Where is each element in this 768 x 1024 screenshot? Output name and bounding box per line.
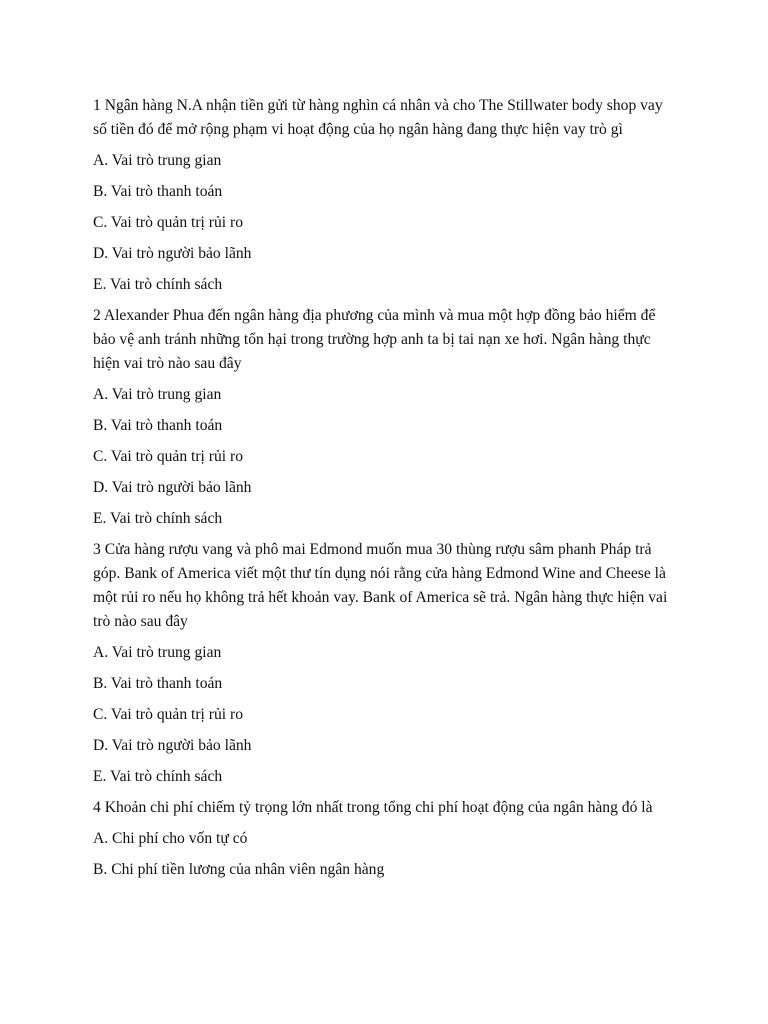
option-b: B. Vai trò thanh toán xyxy=(93,675,223,692)
question-text: 4 Khoản chi phí chiếm tỷ trọng lớn nhất trong tổng chi phí hoạt động của ngân hàng đó là xyxy=(93,799,653,816)
option-d: D. Vai trò người bảo lãnh xyxy=(93,245,252,262)
option-b: B. Chi phí tiền lương của nhân viên ngân hàng xyxy=(93,861,385,878)
option-b: B. Vai trò thanh toán xyxy=(93,183,223,200)
option-a: A. Vai trò trung gian xyxy=(93,152,222,169)
option-e: E. Vai trò chính sách xyxy=(93,276,223,293)
question-1 xyxy=(93,94,673,297)
option-a: A. Vai trò trung gian xyxy=(93,386,222,403)
question-3 xyxy=(93,538,673,789)
option-b: B. Vai trò thanh toán xyxy=(93,417,223,434)
option-e: E. Vai trò chính sách xyxy=(93,510,223,527)
option-d: D. Vai trò người bảo lãnh xyxy=(93,479,252,496)
option-a: A. Vai trò trung gian xyxy=(93,644,222,661)
question-4 xyxy=(93,796,673,882)
option-c: C. Vai trò quản trị rủi ro xyxy=(93,706,243,723)
option-e: E. Vai trò chính sách xyxy=(93,768,223,785)
question-2 xyxy=(93,304,673,531)
document-page xyxy=(93,94,673,889)
question-text: 1 Ngân hàng N.A nhận tiền gửi từ hàng nghìn cá nhân và cho The Stillwater body shop vay số tiền đó để mở rộng phạm vi hoạt động của họ ngân hàng đang thực hiện vay trò gì xyxy=(93,97,663,138)
question-text: 3 Cửa hàng rượu vang và phô mai Edmond muốn mua 30 thùng rượu sâm phanh Pháp trả góp. Bank of America viết một thư tín dụng nói rằng cửa hàng Edmond Wine and Cheese là một rủi ro nếu họ không trả hết khoản vay. Bank of America sẽ trả. Ngân hàng thực hiện vai trò nào sau đây xyxy=(93,541,668,630)
question-text: 2 Alexander Phua đến ngân hàng địa phương của mình và mua một hợp đồng bảo hiểm để bảo vệ anh tránh những tổn hại trong trường hợp anh ta bị tai nạn xe hơi. Ngân hàng thực hiện vai trò nào sau đây xyxy=(93,307,656,372)
option-a: A. Chi phí cho vốn tự có xyxy=(93,830,248,847)
option-c: C. Vai trò quản trị rủi ro xyxy=(93,448,243,465)
option-c: C. Vai trò quản trị rủi ro xyxy=(93,214,243,231)
option-d: D. Vai trò người bảo lãnh xyxy=(93,737,252,754)
